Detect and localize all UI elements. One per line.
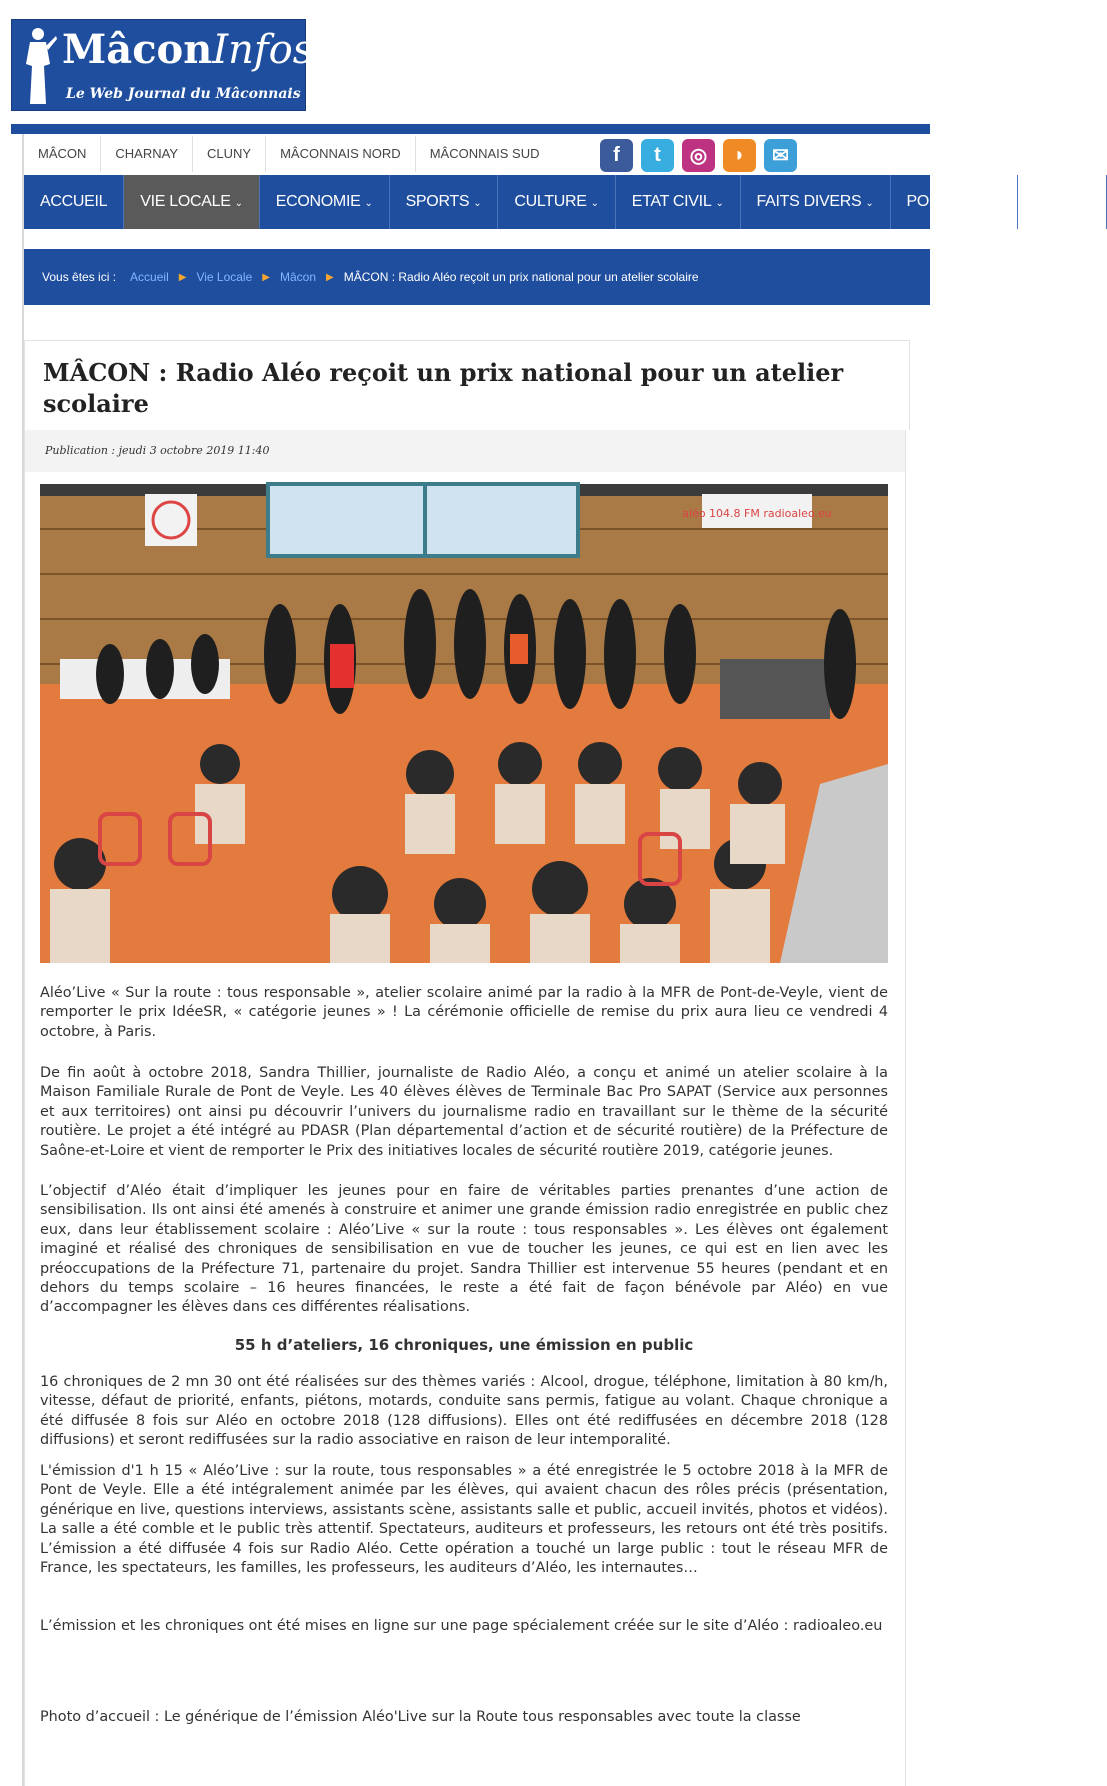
- twitter-icon[interactable]: t: [641, 139, 674, 172]
- breadcrumb-arrow-icon: ▶: [178, 271, 187, 283]
- subnav-maconnais-nord[interactable]: MÂCONNAIS NORD: [266, 136, 416, 172]
- chevron-down-icon: ⌄: [590, 198, 599, 209]
- subnav-charnay[interactable]: CHARNAY: [101, 136, 193, 172]
- breadcrumb: [24, 249, 930, 305]
- email-icon[interactable]: ✉: [764, 139, 797, 172]
- subnav-maconnais-sud[interactable]: MÂCONNAIS SUD: [429, 146, 540, 161]
- subnav-cluny[interactable]: CLUNY: [193, 136, 266, 172]
- nav-politique[interactable]: POLITIQUE ⌄: [891, 175, 1019, 229]
- nav-sports[interactable]: SPORTS ⌄: [390, 175, 499, 229]
- photo-caption: Photo d’accueil : Le générique de l’émission Aléo'Live sur la Route tous responsables avec toute la classe: [40, 1709, 801, 1725]
- chevron-down-icon: ⌄: [993, 198, 1002, 209]
- chevron-down-icon: ⌄: [865, 198, 874, 209]
- article-paragraph-3: L’objectif d’Aléo était d’impliquer les jeunes pour en faire de véritables parties prenantes d’une action de sensibilisation. Ils ont ainsi été amenés à construire et animer une grande émission radio enregistrée en public chez eux, dans leur établissement scolaire : Aléo’Live « sur la route : tous responsables ». Les élèves ont également imaginé et réalisé des chroniques de sensibilisation en vue de toucher les jeunes, ce qui est en lien avec les préoccupations de la Préfecture 71, partenaire du projet. Sandra Thillier est intervenue 55 heures (pendant et en dehors du temps scolaire – 16 heures financées, le reste a été fait de façon bénévole par Aléo) en vue d’accompagner les élèves dans ces différentes réalisations.: [40, 1183, 888, 1316]
- rss-icon[interactable]: ◗: [723, 139, 756, 172]
- article-paragraph-4: 16 chroniques de 2 mn 30 ont été réalisées sur des thèmes variés : Alcool, drogue, téléphone, limitation à 80 km/h, vitesse, défaut de priorité, enfants, piétons, motards, conduite sans permis, fatigue au volant. Chaque chronique a été diffusée 8 fois sur Aléo en octobre 2018 (128 diffusions). Elles ont été rediffusées en décembre 2018 (128 diffusions) et seront rediffusées sur la radio associative en raison de leur intemporalité.: [40, 1374, 888, 1449]
- article-title: MÂCON : Radio Aléo reçoit un prix national pour un atelier scolaire: [43, 358, 844, 418]
- main-navigation: [24, 175, 1091, 229]
- nav-economie[interactable]: ECONOMIE ⌄: [260, 175, 390, 229]
- statue-figure-icon: [18, 24, 58, 108]
- publication-date: Publication : jeudi 3 octobre 2019 11:40: [45, 444, 270, 457]
- article-subheading: 55 h d’ateliers, 16 chroniques, une émission en public: [234, 1336, 694, 1354]
- site-logo[interactable]: [11, 19, 314, 111]
- classroom-radio-photo: [40, 484, 888, 963]
- chevron-down-icon: ⌄: [715, 198, 724, 209]
- breadcrumb-arrow-icon: ▶: [262, 271, 270, 283]
- article-paragraph-6: L’émission et les chroniques ont été mises en ligne sur une page spécialement créée sur le site d’Aléo : radioaleo.eu: [40, 1618, 883, 1634]
- breadcrumb-link-macon[interactable]: Mâcon: [279, 270, 316, 284]
- article-header: [24, 340, 910, 430]
- article-paragraph-5: L'émission d'1 h 15 « Aléo’Live : sur la route, tous responsables » a été enregistrée le 5 octobre 2018 à la MFR de Pont de Veyle. Elle a été intégralement animée par les élèves, qui avaient chacun des rôles précis (présentation, générique en live, questions interviews, assistants scène, assistants salle et public, accueil invités, photos et vidéos). La salle a été comble et le public très attentif. Spectateurs, auditeurs et professeurs, les retours ont été très positifs. L’émission a été diffusée 4 fois sur Radio Aléo. Cette opération a touché un large public : tout le réseau MFR de France, les spectateurs, les familles, les professeurs, les auditeurs d’Aléo, les internautes…: [40, 1463, 888, 1577]
- top-accent-bar: [11, 124, 930, 134]
- chevron-down-icon: ⌄: [234, 198, 243, 209]
- nav-vie-locale[interactable]: VIE LOCALE ⌄: [124, 175, 259, 229]
- breadcrumb-arrow-icon: ▶: [326, 271, 334, 283]
- photo-banner-text: aléo 104.8 FM radioaleo.eu: [682, 507, 832, 520]
- nav-culture[interactable]: CULTURE ⌄: [498, 175, 615, 229]
- breadcrumb-prefix: Vous êtes ici :: [42, 270, 117, 284]
- article-paragraph-1: Aléo’Live « Sur la route : tous responsable », atelier scolaire animé par la radio à la MFR de Pont-de-Veyle, vient de remporter le prix IdéeSR, « catégorie jeunes » ! La cérémonie officielle de remise du prix aura lieu ce vendredi 4 octobre, à Paris.: [40, 985, 888, 1040]
- instagram-icon[interactable]: ◎: [682, 139, 715, 172]
- breadcrumb-link-accueil[interactable]: Accueil: [130, 270, 169, 284]
- subnav-macon[interactable]: MÂCON: [24, 136, 101, 172]
- chevron-down-icon: ⌄: [364, 198, 373, 209]
- sub-navigation: [24, 136, 554, 172]
- article-paragraph-2: De fin août à octobre 2018, Sandra Thillier, journaliste de Radio Aléo, a conçu et animé un atelier scolaire à la Maison Familiale Rurale de Pont de Veyle. Les 40 élèves élèves de Terminale Bac Pro SAPAT (Service aux personnes et aux territoires) ont ainsi pu découvrir l’univers du journalisme radio en travaillant sur le thème de la sécurité routière. Le projet a été intégré au PDASR (Plan départemental d’action et de sécurité routière) de la Préfecture de Saône-et-Loire et vient de remporter le Prix des initiatives locales de sécurité routière 2019, catégorie jeunes.: [40, 1065, 888, 1159]
- chevron-down-icon: ⌄: [1082, 198, 1091, 209]
- nav-etat-civil[interactable]: ETAT CIVIL ⌄: [616, 175, 741, 229]
- social-links: [600, 139, 797, 172]
- chevron-down-icon: ⌄: [473, 198, 482, 209]
- logo-tagline: Le Web Journal du Mâconnais: [66, 86, 301, 102]
- breadcrumb-link-vie-locale[interactable]: Vie Locale: [196, 270, 253, 284]
- breadcrumb-current: MÂCON : Radio Aléo reçoit un prix national pour un atelier scolaire: [343, 270, 699, 284]
- nav-faits-divers[interactable]: FAITS DIVERS ⌄: [741, 175, 891, 229]
- article-photo: [40, 484, 888, 963]
- nav-utile[interactable]: UTILE ⌄: [1018, 175, 1107, 229]
- facebook-icon[interactable]: f: [600, 139, 633, 172]
- logo-title: MâconInfos: [62, 26, 314, 73]
- nav-accueil[interactable]: ACCUEIL: [24, 175, 124, 229]
- publication-bar: [24, 430, 906, 472]
